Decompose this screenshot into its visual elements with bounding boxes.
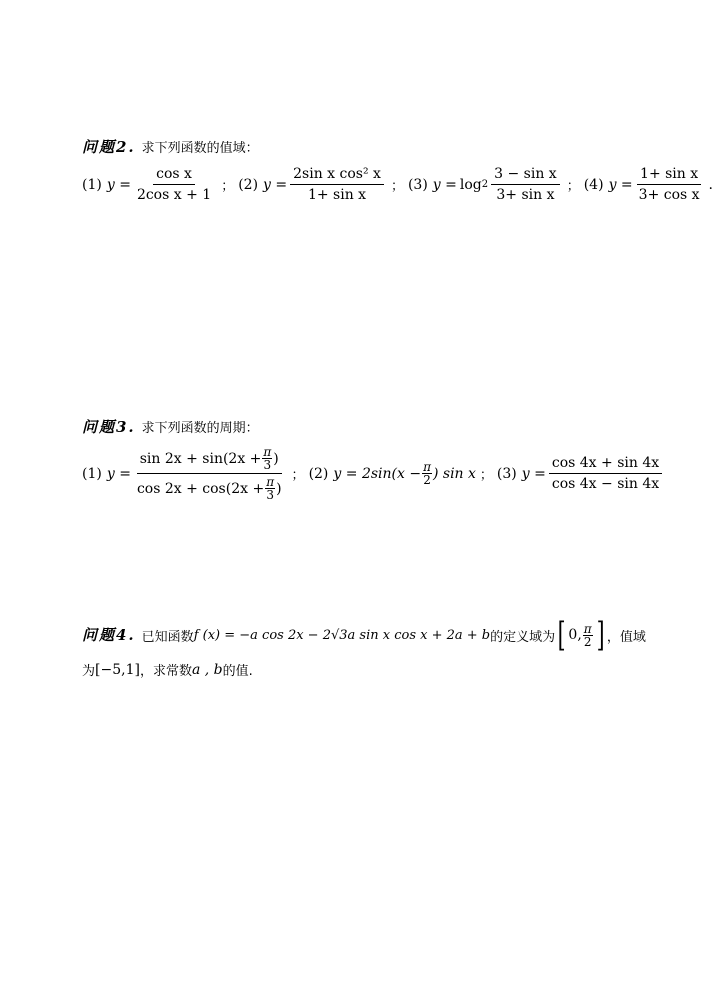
pi-over-three [265,476,275,501]
pi-over-two [583,623,593,648]
problem-4-text-f: 的值. [222,664,253,679]
numerator-text: sin 2x + sin(2x + [139,450,262,467]
formula-2-a: y = 2sin(x − [333,465,422,482]
y-equals: y = [608,176,633,193]
item-label: (1) [82,465,102,482]
paren-close: ) [273,450,279,467]
separator: ； [566,179,580,194]
left-bracket: [ [557,615,566,655]
fraction-2 [290,166,384,203]
problem-4-text-a: 已知函数 [141,629,194,645]
item-label: (1) [82,176,102,193]
numerator: 1+ sin x [637,166,701,185]
problem-2-tag: 问题2. [82,138,136,156]
item-label: (3) [496,465,517,482]
problem-2-formulas [82,166,713,203]
period: . [708,176,713,193]
numerator [137,446,282,474]
denominator [134,474,285,501]
two: 2 [583,634,592,649]
fraction-4 [636,166,703,203]
separator: ； [221,179,235,194]
problem-3-text: 求下列函数的周期： [141,421,259,436]
right-bracket: ] [596,615,605,655]
log-function: log [459,176,482,193]
fraction-3 [491,166,560,203]
denominator: 1+ sin x [307,187,367,203]
problem-3-heading [82,418,642,438]
problem-3-formulas [82,445,660,502]
problem-4-text-b: 的定义域为 [490,629,556,645]
pi-over-two [422,461,432,486]
two: 2 [423,473,431,487]
fraction-1 [134,166,214,203]
paren-close: ) [276,480,282,497]
pi: π [263,445,272,459]
denominator: cos 4x − sin 4x [551,476,660,492]
y-equals: y = [263,176,288,193]
three: 3 [263,458,272,472]
log-base: 2 [481,179,489,190]
problem-2 [82,138,713,203]
separator: ； [291,468,305,483]
pi: π [583,621,592,636]
three: 3 [266,488,274,502]
problem-2-text: 求下列函数的值域： [141,141,259,156]
y-equals: y = [106,176,131,193]
fraction-1 [134,446,285,501]
item-label: (2) [308,465,329,482]
formula-2-b: ) sin x [432,465,476,482]
denominator: 2cos x + 1 [136,187,212,203]
problem-4-heading [82,626,136,645]
separator: ； [390,179,404,194]
y-equals: y = [106,465,131,482]
problem-4-text-d: 为 [82,664,96,679]
fraction-3 [549,455,662,492]
problem-4-text-e: ，求常数 [139,664,192,679]
pi: π [423,460,431,474]
numerator: 3 − sin x [491,166,560,185]
problem-3 [82,418,660,502]
numerator: cos x [153,166,195,185]
y-equals: y = [432,176,457,193]
problem-2-heading [82,138,642,158]
item-label: (4) [583,176,604,193]
separator: ； [479,468,493,483]
problem-4-line-2 [82,660,642,679]
problem-3-tag: 问题3. [82,418,136,436]
problem-4-tag: 问题4. [82,625,136,644]
item-label: (2) [238,176,259,193]
item-label: (3) [407,176,428,193]
problem-4-range: [−5,1] [95,661,140,678]
denominator-text: cos 2x + cos(2x + [136,480,265,497]
problem-4 [82,615,646,679]
denominator: 3+ cos x [638,187,700,203]
problem-4-line-1 [82,615,646,655]
pi-over-three [262,446,272,471]
problem-4-vars: a , b [191,661,223,678]
interval-start: 0, [568,627,582,643]
pi: π [266,475,275,489]
numerator: 2sin x cos² x [290,166,384,185]
problem-4-formula: f (x) = −a cos 2x − 2√3a sin x cos x + 2a + b [193,627,491,643]
denominator: 3+ sin x [496,187,555,203]
y-equals: y = [521,465,546,482]
problem-4-text-c: ，值域 [606,629,646,645]
numerator: cos 4x + sin 4x [549,455,662,474]
